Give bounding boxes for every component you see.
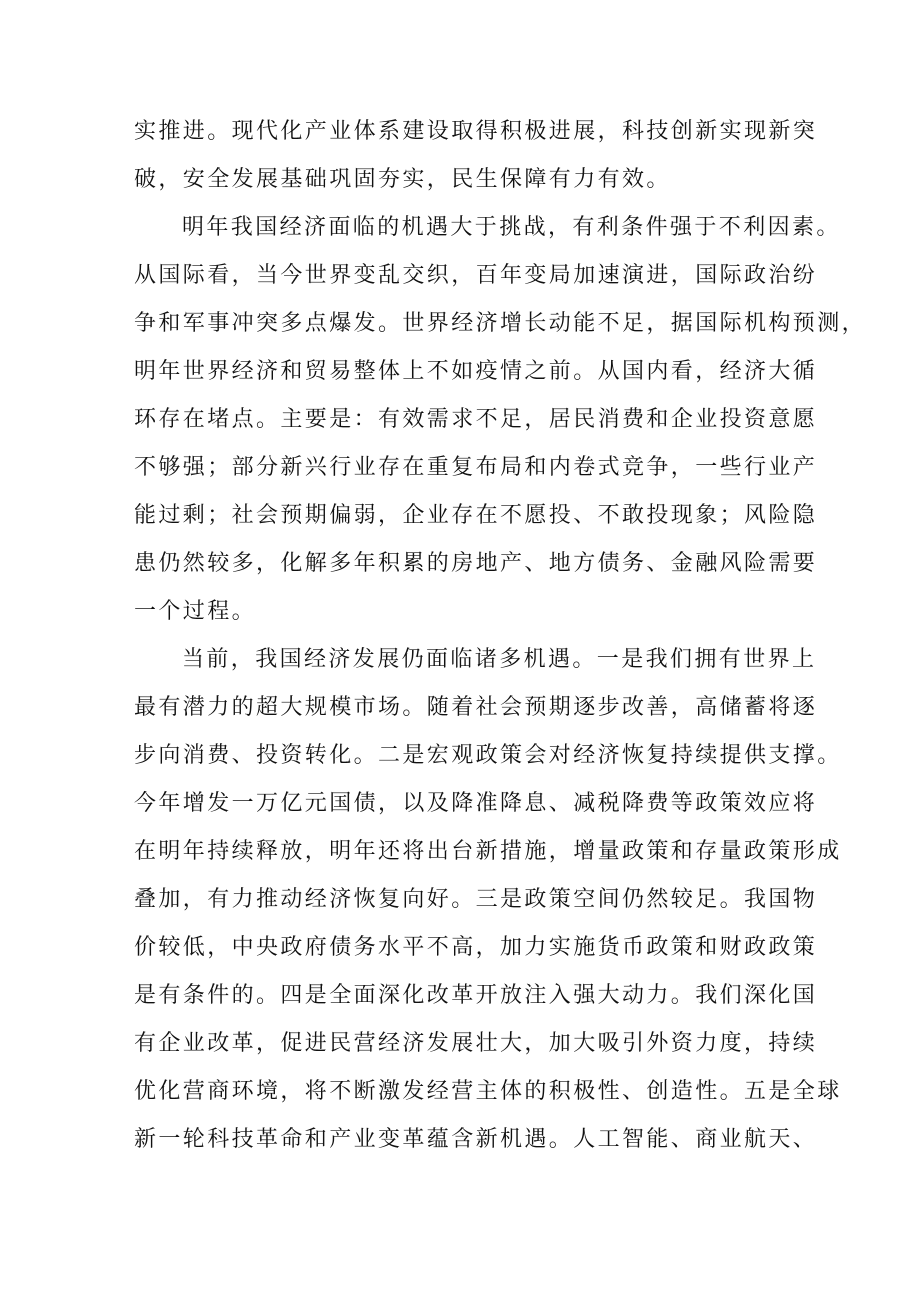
text-line: 环存在堵点。主要是：有效需求不足，居民消费和企业投资意愿	[134, 407, 818, 432]
text-line: 优化营商环境，将不断激发经营主体的积极性、创造性。五是全球	[134, 1079, 842, 1104]
text-line: 从国际看，当今世界变乱交织，百年变局加速演进，国际政治纷	[134, 263, 818, 288]
text-line: 明年我国经济面临的机遇大于挑战，有利条件强于不利因素。	[182, 215, 841, 240]
text-line: 当前，我国经济发展仍面临诸多机遇。一是我们拥有世界上	[182, 647, 817, 672]
text-line: 价较低，中央政府债务水平不高，加力实施货币政策和财政政策	[134, 935, 818, 960]
paragraph-2	[134, 204, 867, 636]
text-line: 明年世界经济和贸易整体上不如疫情之前。从国内看，经济大循	[134, 359, 818, 384]
text-line: 患仍然较多，化解多年积累的房地产、地方债务、金融风险需要	[134, 551, 818, 576]
text-line: 实推进。现代化产业体系建设取得积极进展，科技创新实现新突	[134, 119, 818, 144]
document-body	[134, 108, 867, 1164]
text-line: 新一轮科技革命和产业变革蕴含新机遇。人工智能、商业航天、	[134, 1127, 818, 1152]
text-line: 争和军事冲突多点爆发。世界经济增长动能不足，据国际机构预测，	[134, 311, 867, 336]
text-line: 步向消费、投资转化。二是宏观政策会对经济恢复持续提供支撑。	[134, 743, 842, 768]
text-line: 最有潜力的超大规模市场。随着社会预期逐步改善，高储蓄将逐	[134, 695, 818, 720]
paragraph-3	[134, 636, 842, 1164]
text-line: 是有条件的。四是全面深化改革开放注入强大动力。我们深化国	[134, 983, 818, 1008]
text-line: 一个过程。	[134, 599, 257, 624]
paragraph-1	[134, 108, 818, 204]
text-line: 在明年持续释放，明年还将出台新措施，增量政策和存量政策形成	[134, 839, 842, 864]
text-line: 叠加，有力推动经济恢复向好。三是政策空间仍然较足。我国物	[134, 887, 818, 912]
text-line: 有企业改革，促进民营经济发展壮大，加大吸引外资力度，持续	[134, 1031, 818, 1056]
text-line: 今年增发一万亿元国债，以及降准降息、减税降费等政策效应将	[134, 791, 818, 816]
text-line: 能过剩；社会预期偏弱，企业存在不愿投、不敢投现象；风险隐	[134, 503, 818, 528]
text-line: 破，安全发展基础巩固夯实，民生保障有力有效。	[134, 167, 671, 192]
text-line: 不够强；部分新兴行业存在重复布局和内卷式竞争，一些行业产	[134, 455, 818, 480]
